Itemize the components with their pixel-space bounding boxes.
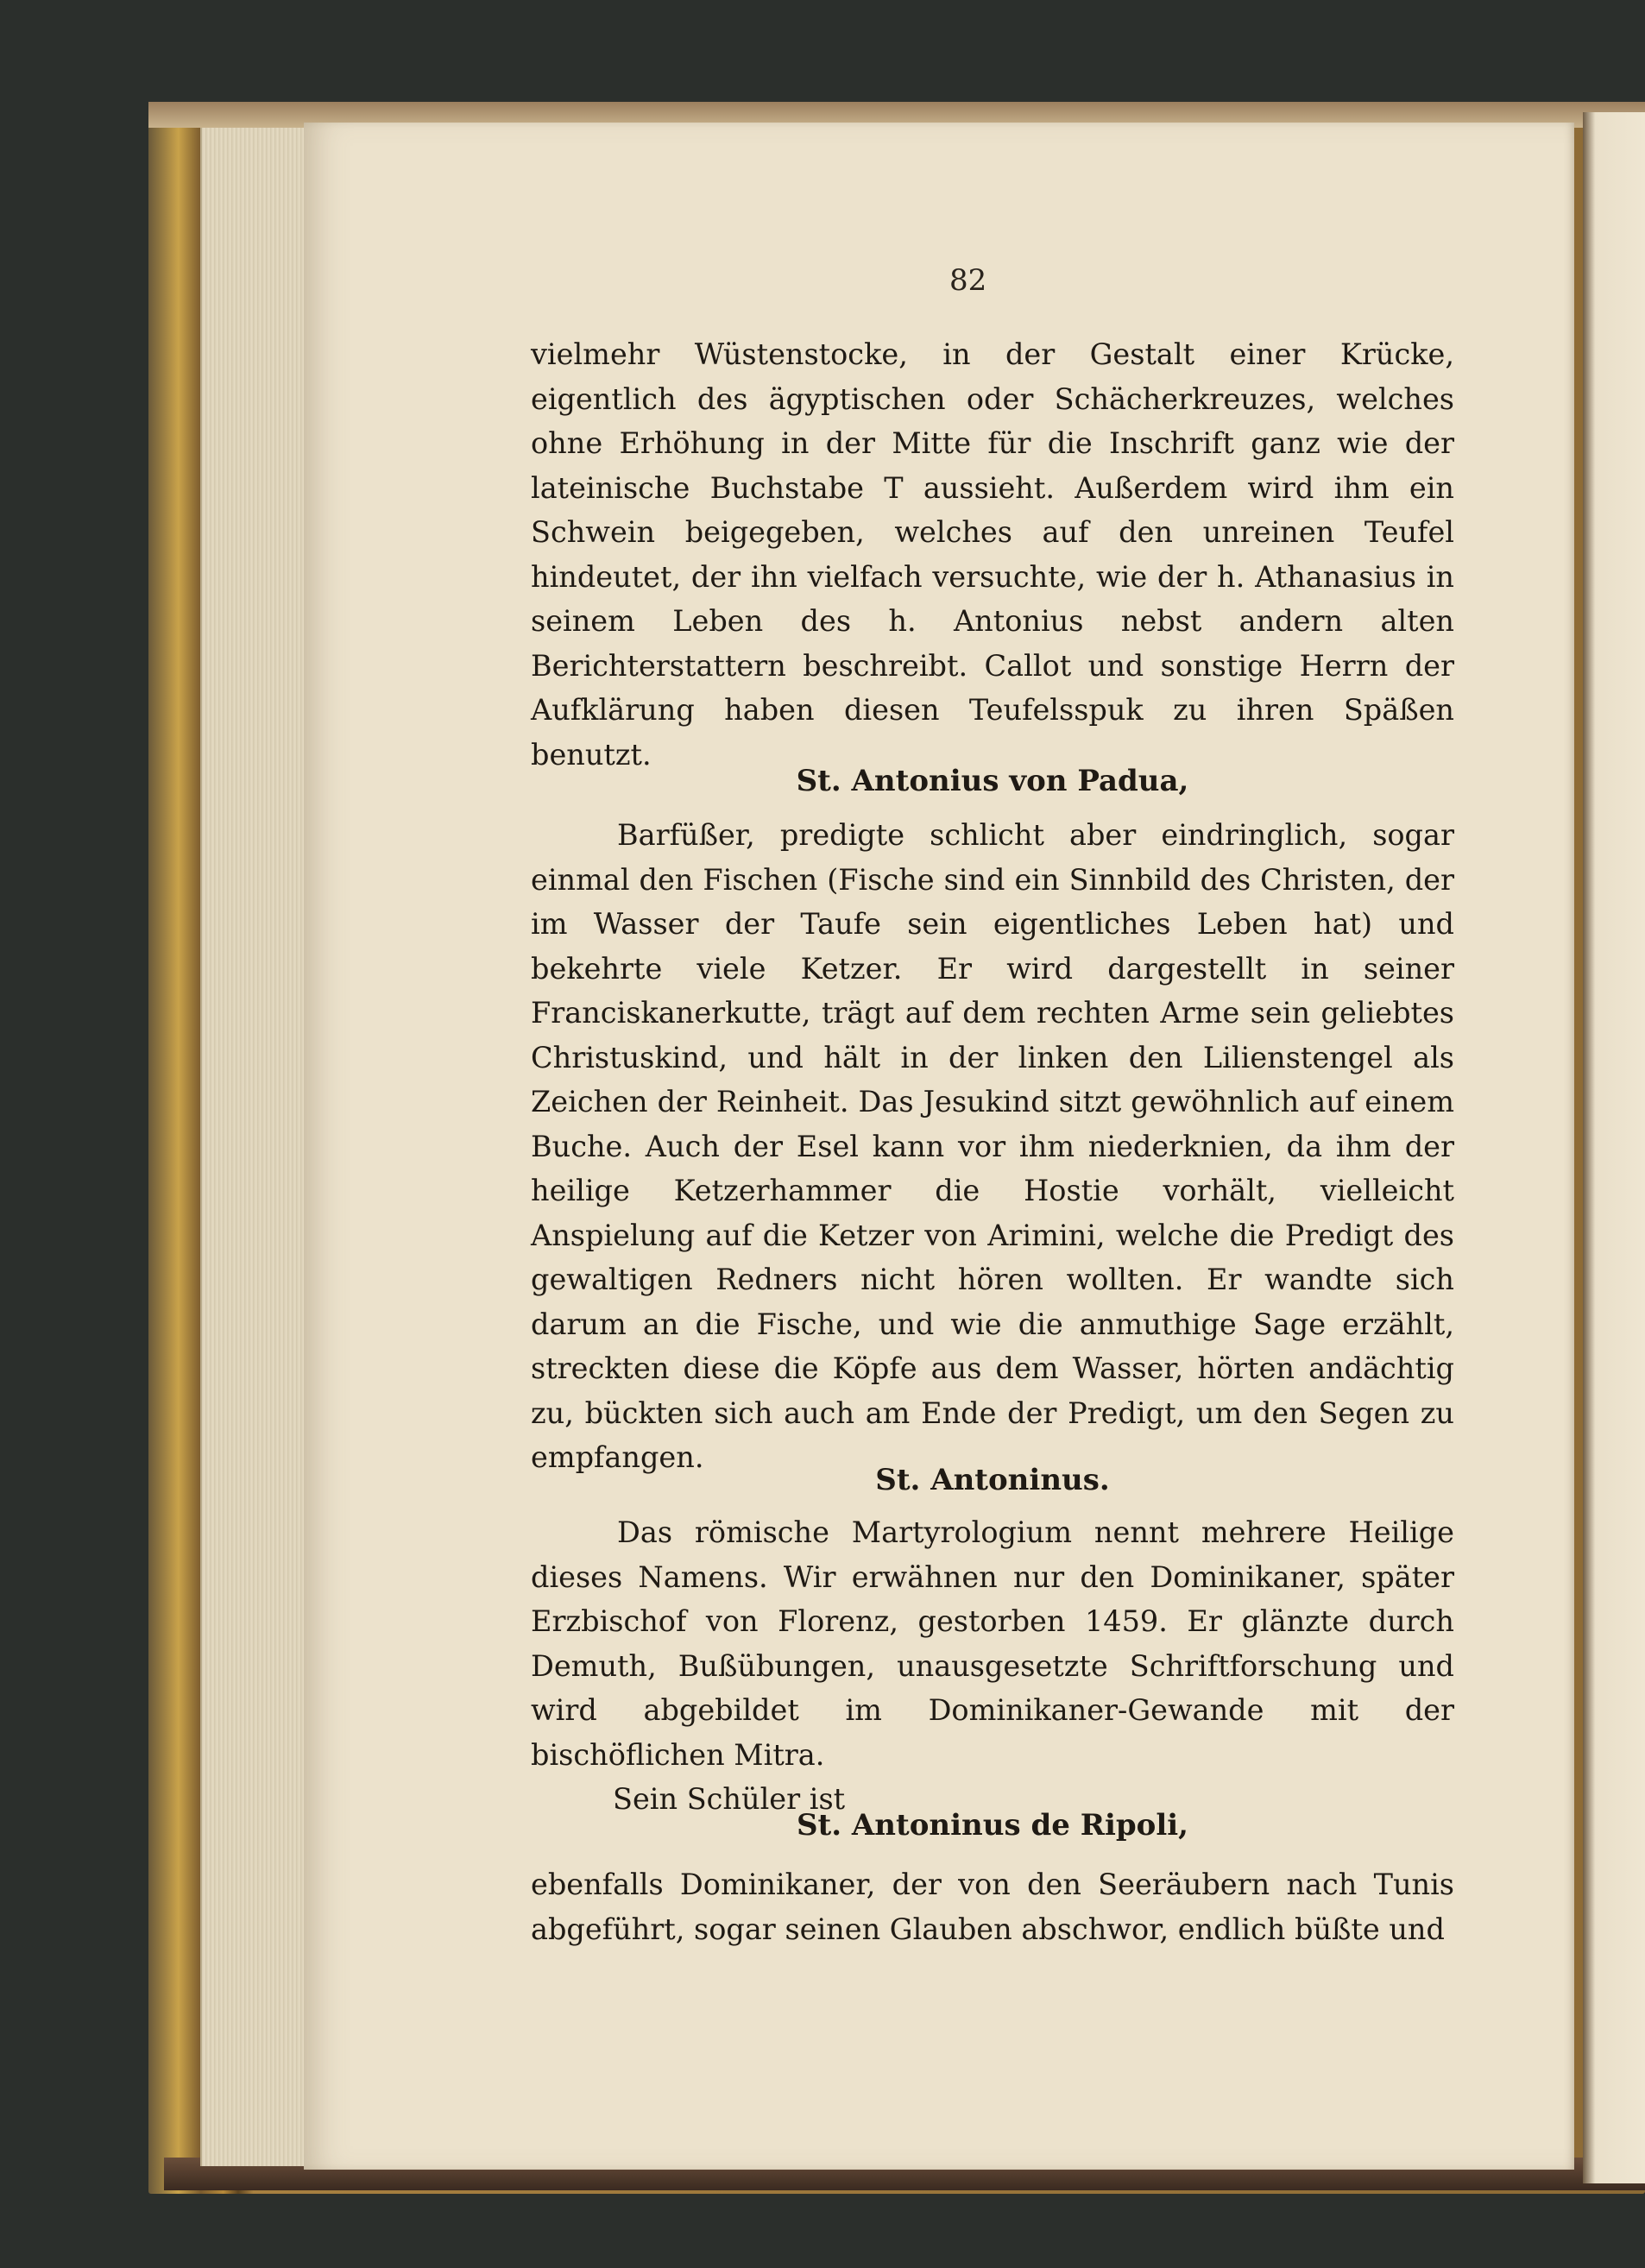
ripoli-text: ebenfalls Dominikaner, der von den Seeräubern nach Tunis abgeführt, sogar seinen Glauben abschwor, endlich büßte und	[531, 1868, 1454, 1946]
antoninus-paragraph	[531, 1510, 1454, 1822]
heading-antonius-padua: St. Antonius von Padua,	[796, 764, 1189, 798]
heading-antoninus-ripoli: St. Antoninus de Ripoli,	[796, 1808, 1188, 1843]
facing-page-edge	[1583, 112, 1645, 2183]
schueler-line: Sein Schüler ist	[613, 1782, 846, 1816]
page-number: 82	[949, 263, 987, 298]
heading-antoninus: St. Antoninus.	[875, 1463, 1110, 1497]
antoninus-text: Das römische Martyrologium nennt mehrere Heilige dieses Namens. Wir erwähnen nur den Dominikaner, später Erzbischof von Florenz, gestorben 1459. Er glänzte durch Demuth, Bußübungen, unausgesetzte Schriftforschung und wird abgebildet im Dominikaner-Gewande mit der bischöflichen Mitra.	[531, 1515, 1454, 1772]
padua-text: Barfüßer, predigte schlicht aber eindringlich, sogar einmal den Fischen (Fische sind ein Sinnbild des Christen, der im Wasser der Taufe sein eigentliches Leben hat) und bekehrte viele Ketzer. Er wird dargestellt in seiner Franciskanerkutte, trägt auf dem rechten Arme sein geliebtes Christuskind, und hält in der linken den Lilienstengel als Zeichen der Reinheit. Das Jesukind sitzt gewöhnlich auf einem Buche. Auch der Esel kann vor ihm niederknien, da ihm der heilige Ketzerhammer die Hostie vorhält, vielleicht Anspielung auf die Ketzer von Arimini, welche die Predigt des gewaltigen Redners nicht hören wollten. Er wandte sich darum an die Fische, und wie die anmuthige Sage erzählt, streckten diese die Köpfe aus dem Wasser, hörten andächtig zu, bückten sich auch am Ende der Predigt, um den Segen zu empfangen.	[531, 818, 1454, 1474]
intro-paragraph	[531, 332, 1454, 777]
padua-paragraph	[531, 813, 1454, 1480]
intro-text: vielmehr Wüstenstocke, in der Gestalt einer Krücke, eigentlich des ägyptischen oder Schächerkreuzes, welches ohne Erhöhung in der Mitte für die Inschrift ganz wie der lateinische Buchstabe T aussieht. Außerdem wird ihm ein Schwein beigegeben, welches auf den unreinen Teufel hindeutet, der ihn vielfach versuchte, wie der h. Athanasius in seinem Leben des h. Antonius nebst andern alten Berichterstattern beschreibt. Callot und sonstige Herrn der Aufklärung haben diesen Teufelsspuk zu ihren Späßen benutzt.	[531, 337, 1454, 772]
ripoli-paragraph	[531, 1862, 1454, 1951]
